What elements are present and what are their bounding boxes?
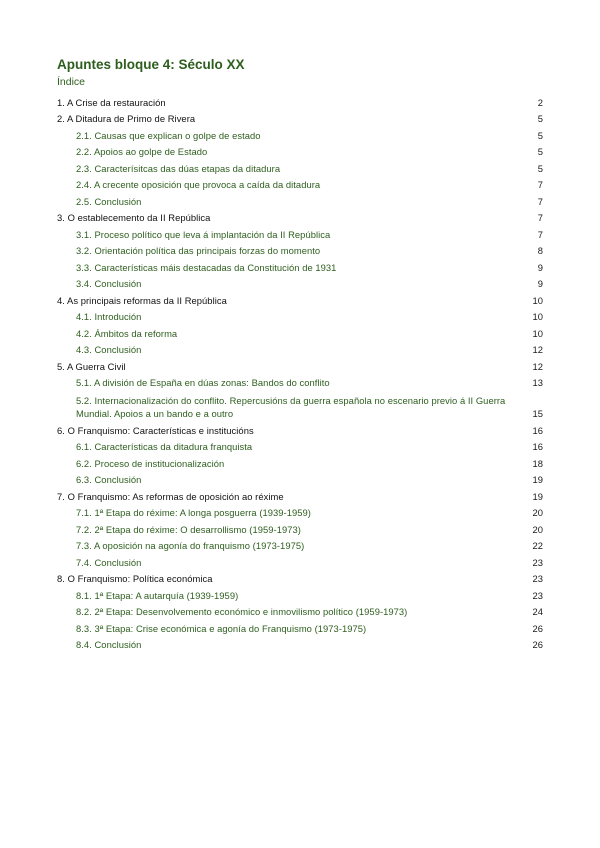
toc-page-number: 5 [537, 129, 543, 141]
toc-subsection-entry[interactable] [57, 618, 543, 635]
toc-subsection-entry[interactable] [57, 340, 543, 357]
toc-subsection-entry[interactable] [57, 142, 543, 159]
table-of-contents [57, 92, 543, 651]
toc-page-number: 9 [537, 278, 543, 289]
toc-page-number: 12 [532, 360, 543, 372]
toc-subsection-entry[interactable] [57, 125, 543, 142]
toc-entry-title[interactable]: 2.3. Caracterísitcas das dúas etapas da ditadura [76, 162, 281, 174]
toc-page-number: 26 [532, 622, 543, 634]
toc-entry-title[interactable]: 5.2. Internacionalización do conflito. Repercusións da guerra española no escenario previo á II Guerra Mundial. Apoios a un bando e a outro [76, 395, 506, 419]
toc-subsection-entry[interactable] [57, 470, 543, 487]
toc-page-number: 26 [532, 639, 543, 650]
document-title: Apuntes bloque 4: Século XX [57, 57, 245, 72]
toc-page-number: 7 [537, 195, 543, 207]
toc-entry-title[interactable]: 6. O Franquismo: Características e institucións [57, 424, 254, 436]
toc-entry-title[interactable]: 7.2. 2ª Etapa do réxime: O desarrollismo (1959-1973) [76, 523, 301, 535]
toc-page-number: 20 [532, 507, 543, 518]
toc-subsection-entry[interactable] [57, 389, 543, 420]
toc-entry-title[interactable]: 5. A Guerra Civil [57, 360, 126, 372]
toc-page-number: 16 [532, 441, 543, 452]
document-page [57, 56, 543, 651]
toc-page-number: 23 [532, 573, 543, 584]
toc-section-entry[interactable] [57, 420, 543, 437]
toc-page-number: 15 [532, 408, 543, 419]
toc-subsection-entry[interactable] [57, 373, 543, 390]
toc-page-number: 10 [532, 294, 543, 306]
toc-subsection-entry[interactable] [57, 585, 543, 602]
toc-subsection-entry[interactable] [57, 241, 543, 258]
toc-entry-title[interactable]: 3. O establecemento da II República [57, 212, 211, 223]
toc-entry-title[interactable]: 4.1. Introdución [76, 311, 142, 322]
toc-page-number: 16 [532, 424, 543, 436]
toc-subsection-entry[interactable] [57, 536, 543, 553]
toc-entry-title[interactable]: 3.3. Características máis destacadas da Constitución de 1931 [76, 261, 337, 273]
toc-entry-title[interactable]: 7.1. 1ª Etapa do réxime: A longa posguerra (1939-1959) [76, 507, 311, 518]
toc-page-number: 2 [537, 96, 543, 108]
toc-entry-title[interactable]: 2. A Ditadura de Primo de Rivera [57, 113, 196, 124]
toc-page-number: 18 [532, 457, 543, 469]
toc-page-number: 22 [532, 540, 543, 551]
toc-page-number: 10 [532, 311, 543, 322]
toc-entry-title[interactable]: 3.1. Proceso político que leva á implantación da II República [76, 228, 331, 240]
toc-page-number: 19 [532, 474, 543, 485]
toc-page-number: 20 [532, 523, 543, 535]
toc-subsection-entry[interactable] [57, 323, 543, 340]
toc-subsection-entry[interactable] [57, 224, 543, 241]
toc-subsection-entry[interactable] [57, 453, 543, 470]
toc-page-number: 5 [537, 146, 543, 157]
toc-page-number: 23 [532, 556, 543, 568]
toc-subsection-entry[interactable] [57, 519, 543, 536]
toc-entry-title[interactable]: 4. As principais reformas da II República [57, 294, 227, 306]
toc-subsection-entry[interactable] [57, 307, 543, 324]
toc-entry-title[interactable]: 3.2. Orientación política das principais forzas do momento [76, 245, 321, 256]
toc-entry-title[interactable]: 4.3. Conclusión [76, 344, 142, 355]
toc-subsection-entry[interactable] [57, 602, 543, 619]
toc-page-number: 13 [532, 377, 543, 388]
toc-section-entry[interactable] [57, 208, 543, 225]
toc-entry-title[interactable]: 2.5. Conclusión [76, 195, 142, 207]
toc-page-number: 19 [532, 490, 543, 502]
toc-entry-title[interactable]: 7. O Franquismo: As reformas de oposición ao réxime [57, 490, 284, 502]
toc-entry-title[interactable]: 5.1. A división de España en dúas zonas: Bandos do conflito [76, 377, 330, 388]
toc-page-number: 24 [532, 606, 543, 617]
toc-entry-title[interactable]: 2.4. A crecente oposición que provoca a caída da ditadura [76, 179, 321, 190]
toc-entry-title[interactable]: 8.4. Conclusión [76, 639, 142, 650]
toc-entry-title[interactable]: 7.4. Conclusión [76, 556, 142, 568]
index-heading: Índice [57, 76, 86, 88]
toc-page-number: 10 [532, 327, 543, 339]
toc-page-number: 7 [537, 179, 543, 190]
toc-section-entry[interactable] [57, 290, 543, 307]
toc-section-entry[interactable] [57, 92, 543, 109]
toc-subsection-entry[interactable] [57, 552, 543, 569]
toc-subsection-entry[interactable] [57, 158, 543, 175]
toc-page-number: 7 [537, 228, 543, 240]
toc-page-number: 7 [537, 212, 543, 223]
toc-entry-title[interactable]: 8. O Franquismo: Política económica [57, 573, 213, 584]
toc-subsection-entry[interactable] [57, 503, 543, 520]
toc-entry-title[interactable]: 2.1. Causas que explican o golpe de estado [76, 129, 261, 141]
toc-section-entry[interactable] [57, 356, 543, 373]
toc-entry-title[interactable]: 3.4. Conclusión [76, 278, 142, 289]
toc-subsection-entry[interactable] [57, 191, 543, 208]
toc-page-number: 23 [532, 589, 543, 601]
toc-entry-title[interactable]: 8.1. 1ª Etapa: A autarquía (1939-1959) [76, 589, 239, 601]
toc-page-number: 5 [537, 162, 543, 174]
toc-entry-title[interactable]: 8.3. 3ª Etapa: Crise económica e agonía do Franquismo (1973-1975) [76, 622, 367, 634]
toc-subsection-entry[interactable] [57, 437, 543, 454]
toc-entry-title[interactable]: 6.3. Conclusión [76, 474, 142, 485]
toc-section-entry[interactable] [57, 486, 543, 503]
toc-page-number: 9 [537, 261, 543, 273]
toc-entry-title[interactable]: 4.2. Ámbitos da reforma [76, 327, 178, 339]
toc-section-entry[interactable] [57, 109, 543, 126]
toc-entry-title[interactable]: 6.1. Características da ditadura franquista [76, 441, 253, 452]
toc-entry-title[interactable]: 6.2. Proceso de institucionalización [76, 457, 225, 469]
toc-entry-title[interactable]: 7.3. A oposición na agonía do franquismo (1973-1975) [76, 540, 305, 551]
toc-page-number: 12 [532, 344, 543, 355]
toc-subsection-entry[interactable] [57, 175, 543, 192]
toc-page-number: 5 [537, 113, 543, 124]
toc-entry-title[interactable]: 2.2. Apoios ao golpe de Estado [76, 146, 208, 157]
toc-page-number: 8 [537, 245, 543, 256]
toc-subsection-entry[interactable] [57, 257, 543, 274]
toc-entry-title[interactable]: 8.2. 2ª Etapa: Desenvolvemento económico e inmovilismo político (1959-1973) [76, 606, 408, 617]
toc-entry-title[interactable]: 1. A Crise da restauración [57, 96, 166, 108]
toc-subsection-entry[interactable] [57, 274, 543, 291]
toc-subsection-entry[interactable] [57, 635, 543, 652]
toc-section-entry[interactable] [57, 569, 543, 586]
